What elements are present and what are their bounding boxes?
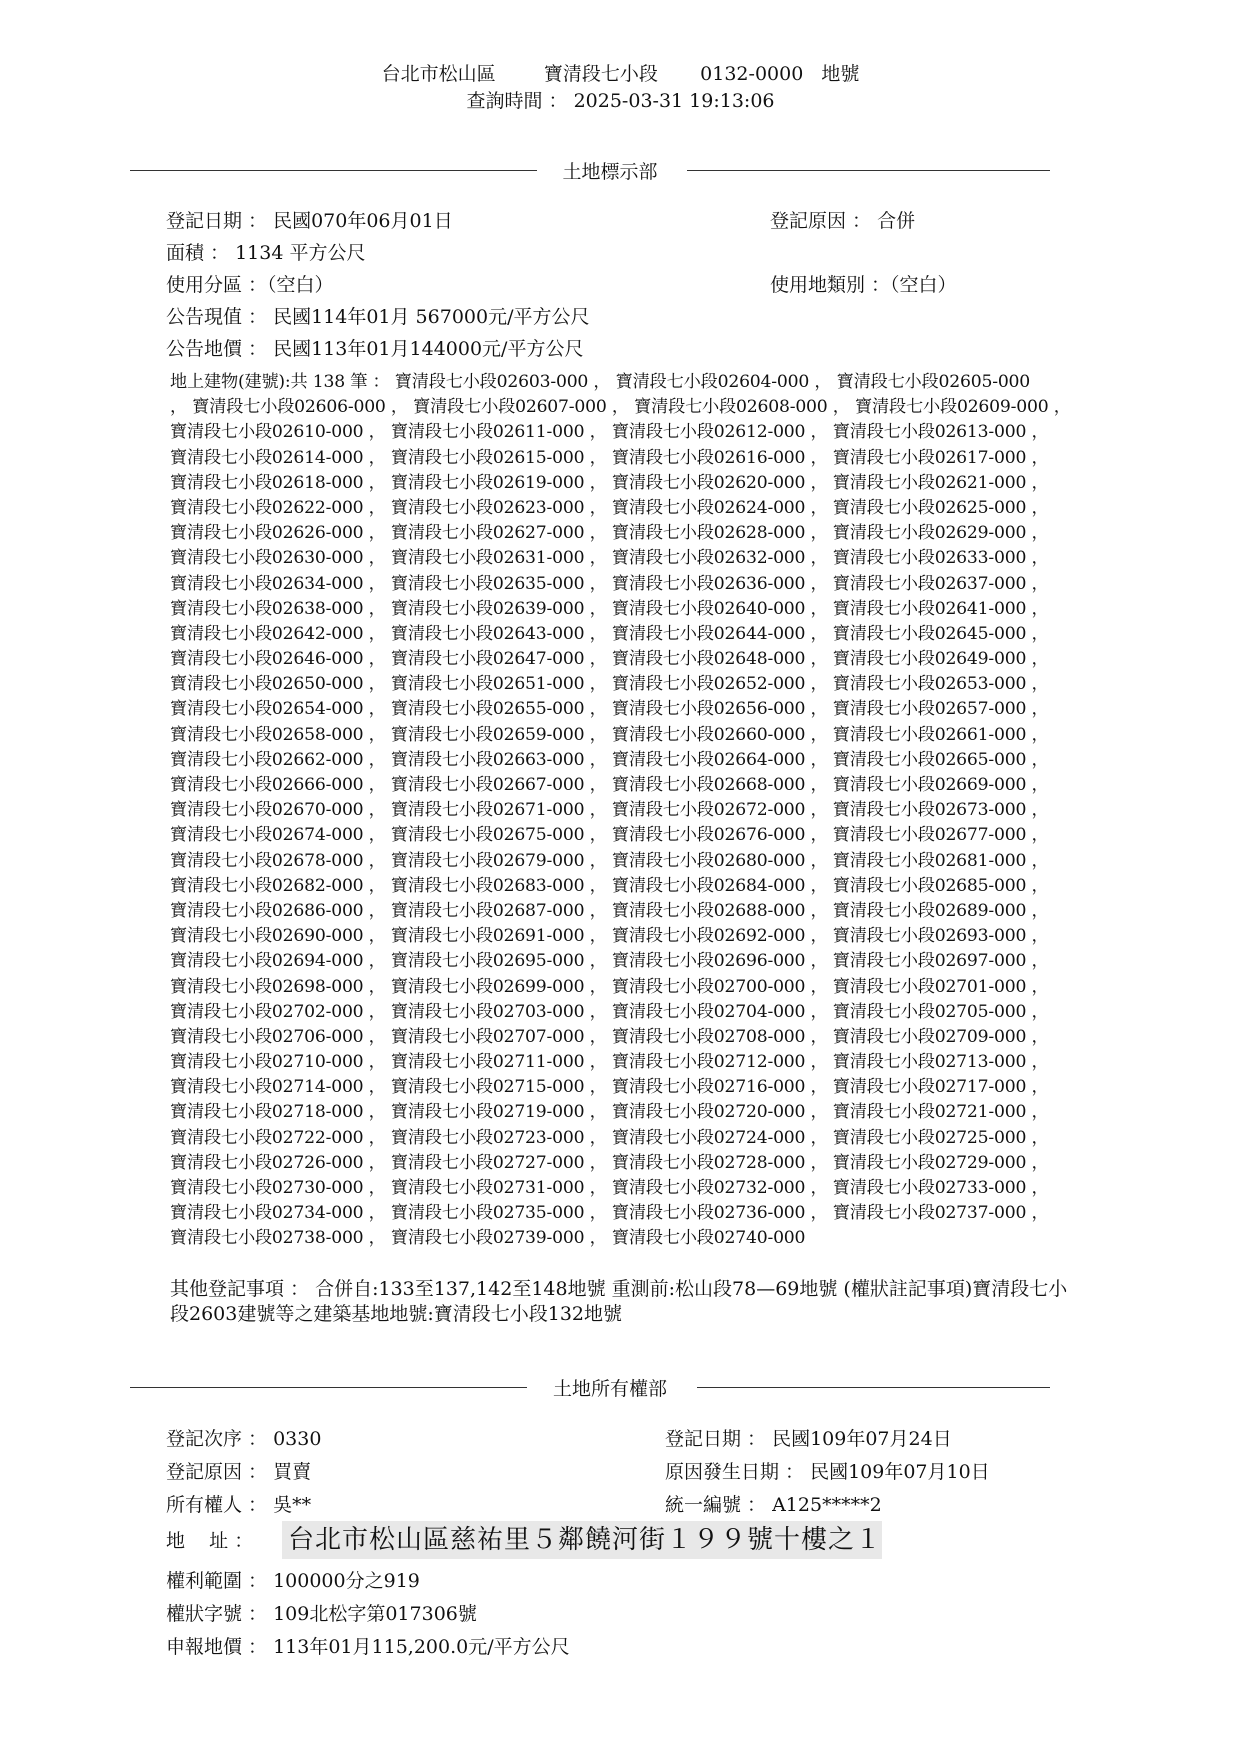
building-list-line: 寶清段七小段02614-000 ， 寶清段七小段02615-000 ， 寶清段七小段02616-000 ， 寶清段七小段02617-000 ， bbox=[170, 447, 1049, 468]
other-items-line1: 其他登記事項 ： 合併自:133至137,142至148地號 重測前:松山段78—69地號 (權狀註記事項)寶清段七小 bbox=[170, 1278, 1068, 1300]
building-list-line: 寶清段七小段02690-000 ， 寶清段七小段02691-000 ， 寶清段七小段02692-000 ， 寶清段七小段02693-000 ， bbox=[170, 926, 1049, 947]
reg-date: 登記日期 ： 民國070年06月01日 bbox=[166, 210, 453, 232]
building-list-line: 寶清段七小段02666-000 ， 寶清段七小段02667-000 ， 寶清段七小段02668-000 ， 寶清段七小段02669-000 ， bbox=[170, 775, 1049, 795]
area: 面積 ： 1134 平方公尺 bbox=[166, 242, 366, 264]
building-list-line: ， 寶清段七小段02606-000 ， 寶清段七小段02607-000 ， 寶清段七小段02608-000 ， 寶清段七小段02609-000 ， bbox=[170, 397, 1071, 418]
building-list-line: 寶清段七小段02638-000 ， 寶清段七小段02639-000 ， 寶清段七小段02640-000 ， 寶清段七小段02641-000 ， bbox=[170, 598, 1049, 619]
building-list-line: 寶清段七小段02622-000 ， 寶清段七小段02623-000 ， 寶清段七小段02624-000 ， 寶清段七小段02625-000 ， bbox=[170, 497, 1049, 518]
section-divider-right bbox=[697, 1387, 1050, 1388]
announced-land-price: 公告地價 ： 民國113年01月144000元/平方公尺 bbox=[166, 338, 584, 360]
building-list-line: 寶清段七小段02634-000 ， 寶清段七小段02635-000 ， 寶清段七小段02636-000 ， 寶清段七小段02637-000 ， bbox=[170, 573, 1049, 594]
address-value: 台北市松山區慈祐里５鄰饒河街１９９號十樓之１ bbox=[288, 1525, 883, 1555]
building-list-line: 寶清段七小段02654-000 ， 寶清段七小段02655-000 ， 寶清段七小段02656-000 ， 寶清段七小段02657-000 ， bbox=[170, 699, 1049, 720]
building-list-line: 寶清段七小段02670-000 ， 寶清段七小段02671-000 ， 寶清段七小段02672-000 ， 寶清段七小段02673-000 ， bbox=[170, 800, 1049, 821]
building-list-line: 寶清段七小段02714-000 ， 寶清段七小段02715-000 ， 寶清段七小段02716-000 ， 寶清段七小段02717-000 ， bbox=[170, 1077, 1049, 1098]
reg-reason: 登記原因 ： 合併 bbox=[770, 210, 916, 232]
address-label: 地 址 ： bbox=[166, 1530, 254, 1552]
rights-scope: 權利範圍 ： 100000分之919 bbox=[166, 1570, 420, 1592]
building-list-line: 寶清段七小段02698-000 ， 寶清段七小段02699-000 ， 寶清段七小段02700-000 ， 寶清段七小段02701-000 ， bbox=[170, 976, 1049, 997]
building-list-line: 寶清段七小段02674-000 ， 寶清段七小段02675-000 ， 寶清段七小段02676-000 ， 寶清段七小段02677-000 ， bbox=[170, 825, 1049, 846]
building-list bbox=[170, 370, 1180, 1252]
section-title-ownership: 土地所有權部 bbox=[552, 1378, 667, 1400]
owner-reg-date: 登記日期 ： 民國109年07月24日 bbox=[665, 1428, 952, 1450]
other-items-line2: 段2603建號等之建築基地地號:寶清段七小段132地號 bbox=[170, 1303, 623, 1325]
header-query-time: 查詢時間 ： 2025-03-31 19:13:06 bbox=[466, 90, 775, 112]
land-use-category: 使用地類別 ：（空白） bbox=[770, 274, 957, 296]
owner-name: 所有權人 ： 吳** bbox=[166, 1494, 312, 1516]
building-list-line: 地上建物(建號):共 138 筆 ： 寶清段七小段02603-000 ， 寶清段七小段02604-000 ， 寶清段七小段02605-000 bbox=[170, 372, 1031, 392]
owner-reg-reason: 登記原因 ： 買賣 bbox=[166, 1461, 312, 1483]
building-list-line: 寶清段七小段02710-000 ， 寶清段七小段02711-000 ， 寶清段七小段02712-000 ， 寶清段七小段02713-000 ， bbox=[170, 1052, 1049, 1073]
building-list-line: 寶清段七小段02610-000 ， 寶清段七小段02611-000 ， 寶清段七小段02612-000 ， 寶清段七小段02613-000 ， bbox=[170, 422, 1049, 443]
building-list-line: 寶清段七小段02618-000 ， 寶清段七小段02619-000 ， 寶清段七小段02620-000 ， 寶清段七小段02621-000 ， bbox=[170, 472, 1049, 493]
building-list-line: 寶清段七小段02658-000 ， 寶清段七小段02659-000 ， 寶清段七小段02660-000 ， 寶清段七小段02661-000 ， bbox=[170, 724, 1049, 745]
building-list-line: 寶清段七小段02734-000 ， 寶清段七小段02735-000 ， 寶清段七小段02736-000 ， 寶清段七小段02737-000 ， bbox=[170, 1203, 1049, 1224]
building-list-line: 寶清段七小段02662-000 ， 寶清段七小段02663-000 ， 寶清段七小段02664-000 ， 寶清段七小段02665-000 ， bbox=[170, 749, 1049, 770]
header-parcel-line: 台北市松山區 寶清段七小段 0132-0000 地號 bbox=[381, 63, 860, 85]
section-title-marking: 土地標示部 bbox=[562, 161, 658, 183]
building-list-line: 寶清段七小段02694-000 ， 寶清段七小段02695-000 ， 寶清段七小段02696-000 ， 寶清段七小段02697-000 ， bbox=[170, 951, 1049, 972]
declared-land-price: 申報地價 ： 113年01月115,200.0元/平方公尺 bbox=[166, 1636, 570, 1658]
building-list-line: 寶清段七小段02650-000 ， 寶清段七小段02651-000 ， 寶清段七小段02652-000 ， 寶清段七小段02653-000 ， bbox=[170, 674, 1049, 695]
section-divider-left bbox=[130, 1387, 527, 1388]
building-list-line: 寶清段七小段02678-000 ， 寶清段七小段02679-000 ， 寶清段七小段02680-000 ， 寶清段七小段02681-000 ， bbox=[170, 850, 1049, 871]
building-list-line: 寶清段七小段02686-000 ， 寶清段七小段02687-000 ， 寶清段七小段02688-000 ， 寶清段七小段02689-000 ， bbox=[170, 900, 1049, 921]
building-list-line: 寶清段七小段02702-000 ， 寶清段七小段02703-000 ， 寶清段七小段02704-000 ， 寶清段七小段02705-000 ， bbox=[170, 1001, 1049, 1022]
reg-order: 登記次序 ： 0330 bbox=[166, 1428, 322, 1450]
zoning: 使用分區 ：（空白） bbox=[166, 274, 334, 296]
building-list-line: 寶清段七小段02646-000 ， 寶清段七小段02647-000 ， 寶清段七小段02648-000 ， 寶清段七小段02649-000 ， bbox=[170, 649, 1049, 670]
section-divider-left bbox=[130, 170, 537, 171]
building-list-line: 寶清段七小段02626-000 ， 寶清段七小段02627-000 ， 寶清段七小段02628-000 ， 寶清段七小段02629-000 ， bbox=[170, 523, 1049, 544]
building-list-line: 寶清段七小段02726-000 ， 寶清段七小段02727-000 ， 寶清段七小段02728-000 ， 寶清段七小段02729-000 ， bbox=[170, 1152, 1049, 1173]
building-list-line: 寶清段七小段02642-000 ， 寶清段七小段02643-000 ， 寶清段七小段02644-000 ， 寶清段七小段02645-000 ， bbox=[170, 623, 1049, 644]
id-number: 統一編號 ： A125*****2 bbox=[665, 1494, 882, 1516]
building-list-line: 寶清段七小段02706-000 ， 寶清段七小段02707-000 ， 寶清段七小段02708-000 ， 寶清段七小段02709-000 ， bbox=[170, 1026, 1049, 1047]
building-list-line: 寶清段七小段02722-000 ， 寶清段七小段02723-000 ， 寶清段七小段02724-000 ， 寶清段七小段02725-000 ， bbox=[170, 1127, 1049, 1148]
section-divider-right bbox=[687, 170, 1050, 171]
building-list-line: 寶清段七小段02718-000 ， 寶清段七小段02719-000 ， 寶清段七小段02720-000 ， 寶清段七小段02721-000 ， bbox=[170, 1102, 1049, 1123]
announced-value: 公告現值 ： 民國114年01月 567000元/平方公尺 bbox=[166, 306, 590, 328]
building-list-line: 寶清段七小段02730-000 ， 寶清段七小段02731-000 ， 寶清段七小段02732-000 ， 寶清段七小段02733-000 ， bbox=[170, 1178, 1049, 1198]
certificate-number: 權狀字號 ： 109北松字第017306號 bbox=[166, 1603, 477, 1625]
building-list-line: 寶清段七小段02630-000 ， 寶清段七小段02631-000 ， 寶清段七小段02632-000 ， 寶清段七小段02633-000 ， bbox=[170, 548, 1049, 569]
cause-date: 原因發生日期 ： 民國109年07月10日 bbox=[665, 1461, 990, 1483]
building-list-line: 寶清段七小段02738-000 ， 寶清段七小段02739-000 ， 寶清段七小段02740-000 bbox=[170, 1228, 806, 1249]
building-list-line: 寶清段七小段02682-000 ， 寶清段七小段02683-000 ， 寶清段七小段02684-000 ， 寶清段七小段02685-000 ， bbox=[170, 875, 1049, 896]
